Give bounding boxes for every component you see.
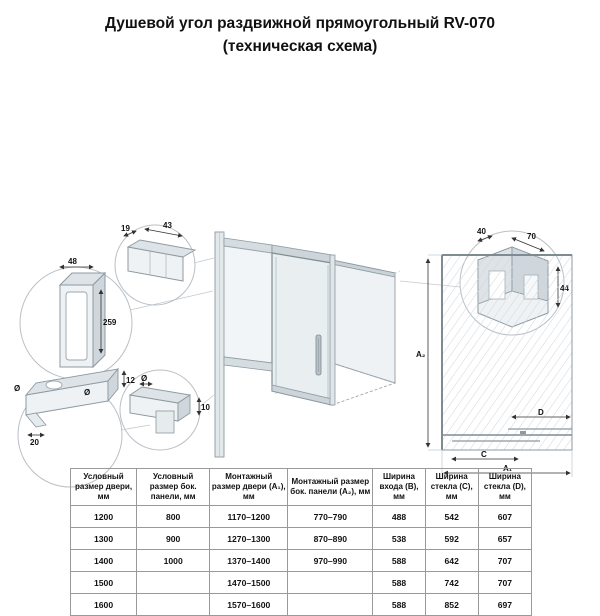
- callout-profile-top: [115, 221, 214, 305]
- table-cell: 607: [478, 506, 531, 528]
- table-cell: 1570–1600: [210, 594, 288, 616]
- page-title: [0, 12, 600, 59]
- table-cell: 800: [137, 506, 210, 528]
- table-cell: [288, 572, 373, 594]
- callout-foot-length: 12: [126, 376, 135, 385]
- table-header-cell: Монтажный размер двери (A₁), мм: [210, 469, 288, 506]
- diagram-area: [0, 95, 600, 473]
- table-cell: 1300: [71, 528, 137, 550]
- table-row: [71, 594, 532, 616]
- title-line-1: Душевой угол раздвижной прямоугольный RV-070: [104, 15, 496, 32]
- table-cell: 1370–1400: [210, 550, 288, 572]
- main-isometric-view: [215, 232, 400, 457]
- table-header-cell: Условный размер двери, мм: [71, 469, 137, 506]
- table-cell: 1600: [71, 594, 137, 616]
- plan-dim-a2: A₂: [416, 350, 426, 359]
- table-header-cell: Условный размер бок. панели, мм: [137, 469, 210, 506]
- table-cell: 870–890: [288, 528, 373, 550]
- callout-profile-19: 19: [121, 224, 130, 233]
- table-row: [71, 550, 532, 572]
- table-cell: 1270–1300: [210, 528, 288, 550]
- table-cell: 1170–1200: [210, 506, 288, 528]
- table-cell: [137, 572, 210, 594]
- table-cell: 852: [425, 594, 478, 616]
- table-row: [71, 528, 532, 550]
- table-cell: 742: [425, 572, 478, 594]
- table-cell: 588: [373, 572, 425, 594]
- table-cell: [288, 594, 373, 616]
- callout-corner-a: 40: [477, 227, 486, 236]
- table-cell: 1000: [137, 550, 210, 572]
- table-cell: 657: [478, 528, 531, 550]
- callout-handle-width: 48: [68, 257, 77, 266]
- callout-foot-angle-2: Ø: [84, 388, 91, 397]
- specifications-table: [70, 468, 532, 616]
- table-cell: 1400: [71, 550, 137, 572]
- table-header-row: [71, 469, 532, 506]
- table-header-cell: Монтажный размер бок. панели (A₂), мм: [288, 469, 373, 506]
- table-header-cell: Ширина стекла (C), мм: [425, 469, 478, 506]
- table-cell: 1470–1500: [210, 572, 288, 594]
- plan-dim-c: C: [481, 450, 487, 459]
- table-cell: 588: [373, 594, 425, 616]
- table-cell: 642: [425, 550, 478, 572]
- table-cell: 1200: [71, 506, 137, 528]
- table-cell: 770–790: [288, 506, 373, 528]
- table-cell: 488: [373, 506, 425, 528]
- title-line-2: (техническая схема): [222, 38, 378, 56]
- table-cell: [137, 594, 210, 616]
- table-cell: 707: [478, 550, 531, 572]
- callout-foot-angle-1: Ø: [14, 384, 21, 393]
- table-row: [71, 506, 532, 528]
- specifications-table-wrapper: [70, 468, 532, 616]
- table-header-cell: Ширина стекла (D), мм: [478, 469, 531, 506]
- table-cell: 592: [425, 528, 478, 550]
- table-cell: 542: [425, 506, 478, 528]
- table-cell: 707: [478, 572, 531, 594]
- table-cell: 538: [373, 528, 425, 550]
- callout-bracket-height: 10: [201, 403, 210, 412]
- table-row: [71, 572, 532, 594]
- callout-corner-b: 70: [527, 232, 536, 241]
- table-cell: 697: [478, 594, 531, 616]
- plan-dim-a1: A₁: [503, 464, 513, 473]
- callout-handle-height: 259: [103, 318, 117, 327]
- table-header-cell: Ширина входа (B), мм: [373, 469, 425, 506]
- callout-bracket-diameter: Ø: [141, 374, 148, 383]
- table-cell: 970–990: [288, 550, 373, 572]
- plan-view: [416, 253, 574, 477]
- callout-profile-43: 43: [163, 221, 172, 230]
- callout-foot-base: 20: [30, 438, 39, 447]
- table-cell: 1500: [71, 572, 137, 594]
- table-cell: 588: [373, 550, 425, 572]
- plan-dim-d: D: [538, 408, 544, 417]
- table-cell: 900: [137, 528, 210, 550]
